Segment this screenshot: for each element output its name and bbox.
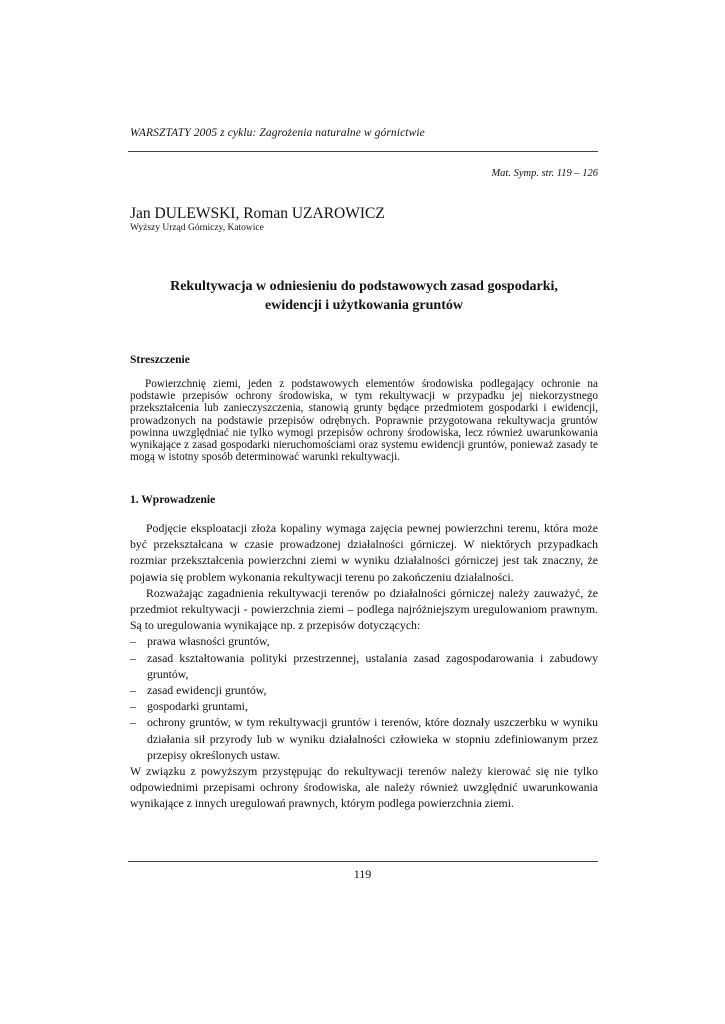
list-item <box>130 650 598 682</box>
paper-title-line-1: Rekultywacja w odniesieniu do podstawowych zasad gospodarki, <box>170 279 558 294</box>
header-rule <box>128 151 598 152</box>
introduction-paragraph-1: Podjęcie eksploatacji złoża kopaliny wymaga zajęcia pewnej powierzchni terenu, która może być przekształcana w czasie prowadzonej działalności górniczej. W niektórych przypadkach rozmiar przekształcenia powierzchni ziemi w wyniku działalności górniczej jest tak znaczny, że pojawia się problem wykonania rekultywacji terenu po zakończeniu działalności. <box>130 521 598 584</box>
list-item <box>130 633 598 649</box>
list-item-text: zasad ewidencji gruntów, <box>147 683 267 698</box>
dash-marker: – <box>130 683 136 698</box>
running-header: WARSZTATY 2005 z cyklu: Zagrożenia naturalne w górnictwie <box>130 127 425 139</box>
list-item-text: ochrony gruntów, w tym rekultywacji gruntów i terenów, które doznały uszczerbku w wyniku działania sił przyrody lub w wyniku działalności człowieka w stopniu zdefiniowanym przez przepisy określonych ustaw. <box>147 715 598 762</box>
list-item-text: prawa własności gruntów, <box>147 634 270 649</box>
dash-marker: – <box>130 650 136 665</box>
introduction-heading: 1. Wprowadzenie <box>130 494 216 506</box>
dash-marker: – <box>130 634 136 649</box>
introduction-paragraph-3: W związku z powyższym przystępując do rekultywacji terenów należy kierować się nie tylko odpowiednimi przepisami ochrony środowiska, ale należy również uwzględnić uwarunkowania wynikające z innych uregulowań prawnych, którym podlega powierzchnia ziemi. <box>130 764 598 811</box>
source-reference: Mat. Symp. str. 119 – 126 <box>491 168 598 179</box>
abstract-heading: Streszczenie <box>130 354 190 366</box>
paper-title-line-2: ewidencji i użytkowania gruntów <box>265 298 463 313</box>
introduction-paragraph-2: Rozważając zagadnienia rekultywacji terenów po działalności górniczej należy zauważyć, że przedmiot rekultywacji - powierzchnia ziemi – podlega najróżniejszym uregulowaniom prawnym. Są to uregulowania wynikające np. z przepisów dotyczących: <box>130 585 598 633</box>
paper-title <box>130 277 598 315</box>
author-names: Jan DULEWSKI, Roman UZAROWICZ <box>130 205 385 222</box>
list-item <box>130 698 598 714</box>
list-item <box>130 714 598 763</box>
list-item-text: gospodarki gruntami, <box>147 699 248 714</box>
regulation-list <box>130 633 598 763</box>
footer-rule <box>128 861 598 862</box>
page-number: 119 <box>353 867 372 881</box>
abstract-text: Powierzchnię ziemi, jeden z podstawowych elementów środowiska podlegający ochronie na podstawie przepisów ochrony środowiska, w tym rekultywacji w przypadku jej niekorzystnego przekształcenia lub zanieczyszczenia, stanowią grunty będące przedmiotem gospodarki i ewidencji, prowadzonych na podstawie przepisów odrębnych. Poprawnie przygotowana rekultywacja gruntów powinna uwzględniać nie tylko wymogi przepisów ochrony środowiska, lecz również uwarunkowania wynikające z zasad gospodarki nieruchomościami oraz systemu ewidencji gruntów, ponieważ zasady te mogą w istotny sposób determinować warunki rekultywacji. <box>130 378 598 464</box>
list-item <box>130 682 598 698</box>
dash-marker: – <box>130 715 136 730</box>
list-item-text: zasad kształtowania polityki przestrzennej, ustalania zasad zagospodarowania i zabudowy gruntów, <box>147 650 598 681</box>
dash-marker: – <box>130 699 136 714</box>
author-affiliation: Wyższy Urząd Górniczy, Katowice <box>130 223 264 233</box>
introduction-body <box>130 520 598 812</box>
